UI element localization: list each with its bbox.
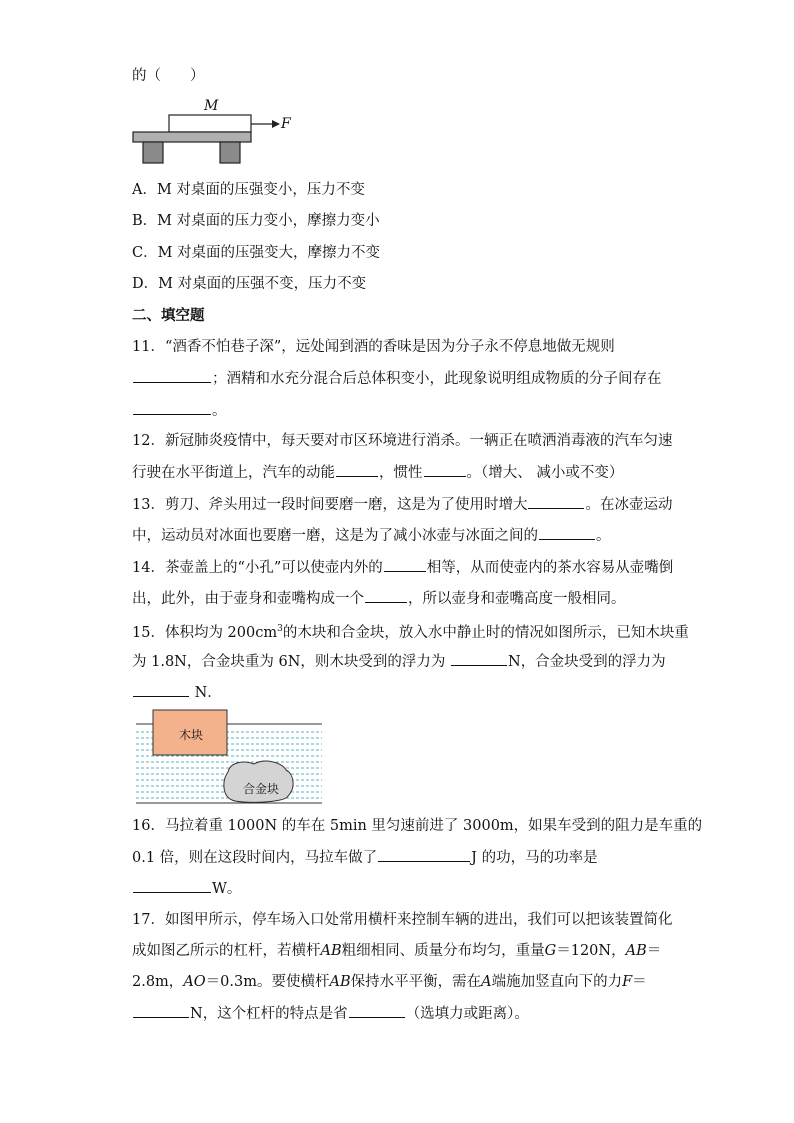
table-leg-right xyxy=(220,142,240,163)
q17-var: AO xyxy=(183,974,206,990)
q17-text: 粗细相同、质量分布均匀，重量 xyxy=(341,943,545,959)
q12-text-a: 行驶在水平街道上，汽车的动能 xyxy=(132,465,335,481)
q11-line-2 xyxy=(132,368,662,389)
q14-text-a: 14．茶壶盖上的“小孔”可以使壶内外的 xyxy=(132,560,383,576)
q13-text-a: 13．剪刀、斧头用过一段时间要磨一磨，这是为了使用时增大 xyxy=(132,497,528,513)
q15-text-e: N． xyxy=(190,685,222,701)
q11-line-1: 11．“酒香不怕巷子深”，远处闻到酒的香味是因为分子永不停息地做无规则 xyxy=(132,339,615,355)
q12-blank-2[interactable] xyxy=(424,462,466,477)
q10-figure xyxy=(132,100,302,166)
q16-line-2 xyxy=(132,847,598,868)
q12-text-b: ，惯性 xyxy=(379,465,423,481)
q14-text-c: 出，此外，由于壶身和壶嘴构成一个 xyxy=(132,591,364,607)
block-m xyxy=(169,115,251,132)
q17-line-2 xyxy=(132,941,661,961)
q14-line-2 xyxy=(132,588,626,609)
q12-line-1: 12．新冠肺炎疫情中，每天要对市区环境进行消杀。一辆正在喷洒消毒液的汽车匀速 xyxy=(132,433,673,449)
q10-option-b: B．M 对桌面的压力变小，摩擦力变小 xyxy=(132,213,380,229)
table-top xyxy=(133,132,251,142)
q11-line-3 xyxy=(132,400,227,421)
q15-text-c: 为 1.8N，合金块重为 6N，则木块受到的浮力为 xyxy=(132,654,446,670)
q15-text-a: 15．体积均为 200cm xyxy=(132,624,278,641)
q17-text: ＝0.3m。要使横杆 xyxy=(205,974,330,990)
q15-line-1 xyxy=(132,619,689,643)
q17-var: G xyxy=(544,943,557,959)
q15-blank-2[interactable] xyxy=(133,682,189,697)
q11-blank-2[interactable] xyxy=(133,400,211,415)
q15-line-2 xyxy=(132,651,666,672)
q13-blank-1[interactable] xyxy=(528,494,584,509)
q15-text-d: N，合金块受到的浮力为 xyxy=(508,654,666,670)
q17-text: ＝120N， xyxy=(556,943,626,959)
q14-text-d: ，所以壶身和壶嘴高度一般相同。 xyxy=(408,591,626,607)
q10-option-c: C．M 对桌面的压强变大，摩擦力不变 xyxy=(132,245,381,261)
q11-line-2-text: ；酒精和水充分混合后总体积变小，此现象说明组成物质的分子间存在 xyxy=(212,371,662,387)
q17-var: A xyxy=(481,974,492,990)
q16-blank-2[interactable] xyxy=(133,878,211,893)
table-leg-left xyxy=(143,142,163,163)
q15-figure xyxy=(136,708,322,808)
q17-line-3 xyxy=(132,972,647,992)
q17-text-b: （选填力或距离）。 xyxy=(405,1006,529,1022)
q14-blank-1[interactable] xyxy=(384,557,426,572)
q16-text-c: W。 xyxy=(212,881,242,897)
q16-text-b: J 的功，马的功率是 xyxy=(471,850,598,866)
section-heading: 二、填空题 xyxy=(132,308,205,324)
buoyancy-diagram xyxy=(136,708,322,808)
q16-line-3 xyxy=(132,878,241,899)
alloy-label: 合金块 xyxy=(243,782,280,796)
q17-text-a: N，这个杠杆的特点是省 xyxy=(190,1006,348,1022)
q13-line-1 xyxy=(132,494,672,515)
q17-var: AB xyxy=(329,974,351,990)
q17-text: 成如图乙所示的杠杆，若横杆 xyxy=(132,943,321,959)
q17-text: 端施加竖直向下的力 xyxy=(491,974,623,990)
q16-text-a: 0.1 倍，则在这段时间内，马拉车做了 xyxy=(132,850,378,866)
q17-line-1: 17．如图甲所示，停车场入口处常用横杆来控制车辆的进出，我们可以把该装置简化 xyxy=(132,912,673,928)
q14-blank-2[interactable] xyxy=(365,588,407,603)
q15-text-b: 的木块和合金块，放入水中静止时的情况如图所示，已知木块重 xyxy=(282,624,689,641)
q17-text: ＝ xyxy=(646,943,662,959)
q17-text: ＝ xyxy=(632,974,647,990)
q13-blank-2[interactable] xyxy=(539,525,595,540)
q16-line-1: 16．马拉着重 1000N 的车在 5min 里匀速前进了 3000m，如果车受到的阻力是车重的 xyxy=(132,818,703,834)
q14-text-b: 相等，从而使壶内的茶水容易从壶嘴倒 xyxy=(426,560,674,576)
q13-text-c: 中，运动员对冰面也要磨一磨，这是为了减小冰壶与冰面之间的 xyxy=(132,528,538,544)
q12-line-2 xyxy=(132,462,623,483)
block-label: M xyxy=(204,98,219,114)
q15-blank-1[interactable] xyxy=(451,651,507,666)
q10-option-d: D．M 对桌面的压强不变，压力不变 xyxy=(132,276,367,292)
q11-blank-1[interactable] xyxy=(133,368,211,383)
q15-superscript: 3 xyxy=(277,624,283,634)
q12-text-c: 。（增大、 减小或不变） xyxy=(466,465,624,481)
wood-label: 木块 xyxy=(179,728,204,742)
q12-blank-1[interactable] xyxy=(336,462,378,477)
q17-var: AB xyxy=(320,943,342,959)
q17-var: AB xyxy=(625,943,647,959)
q14-line-1 xyxy=(132,557,673,578)
q17-blank-2[interactable] xyxy=(349,1003,405,1018)
q15-line-3 xyxy=(132,682,222,703)
q17-text: 保持水平平衡，需在 xyxy=(350,974,482,990)
force-label: F xyxy=(281,116,291,132)
q13-line-2 xyxy=(132,525,611,546)
q17-blank-1[interactable] xyxy=(133,1003,189,1018)
q13-text-d: 。 xyxy=(596,528,611,544)
q17-var: F xyxy=(622,974,633,990)
q16-blank-1[interactable] xyxy=(378,847,470,862)
q10-stem-tail: 的（ ） xyxy=(132,68,205,84)
q11-line-3-text: 。 xyxy=(212,403,227,419)
force-arrow-head xyxy=(272,120,280,128)
q17-line-4 xyxy=(132,1003,529,1024)
q10-option-a: A．M 对桌面的压强变小，压力不变 xyxy=(132,182,365,198)
q13-text-b: 。在冰壶运动 xyxy=(585,497,673,513)
q17-text: 2.8m， xyxy=(132,974,184,990)
